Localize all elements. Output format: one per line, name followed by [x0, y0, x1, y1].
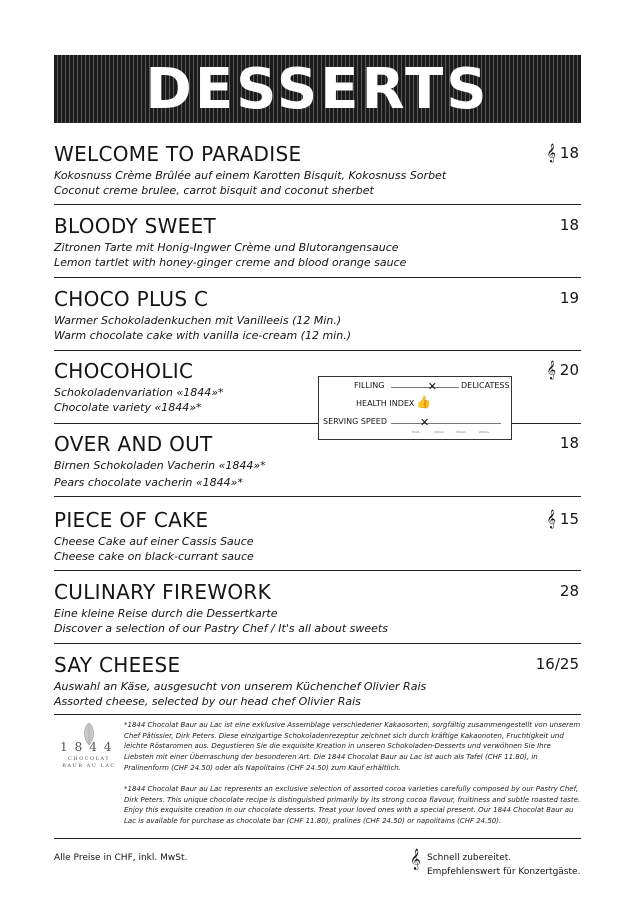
- legend-line2: Empfehlenswert für Konzertgäste.: [427, 867, 581, 877]
- item-desc-en: Coconut creme brulee, carrot bisquit and coconut sherbet: [54, 184, 374, 197]
- item-desc-en: Discover a selection of our Pastry Chef / It's all about sweets: [54, 622, 388, 635]
- item-price: 16/25: [535, 655, 579, 673]
- speed-tick: 15min.: [456, 430, 467, 434]
- item-desc-de: Kokosnuss Crème Brûlée auf einem Karotten Bisquit, Kokosnuss Sorbet: [54, 169, 447, 182]
- item-price: 𝄞 20: [546, 360, 579, 379]
- item-desc-de: Eine kleine Reise durch die Dessertkarte: [54, 607, 278, 620]
- item-desc-en: Lemon tartlet with honey-ginger creme and blood orange sauce: [54, 256, 407, 269]
- item-desc-en: Warm chocolate cake with vanilla ice-cream (12 min.): [54, 329, 351, 342]
- legend-line1: Schnell zubereitet.: [427, 853, 512, 863]
- item-price: 18: [559, 216, 579, 234]
- divider: [54, 643, 581, 644]
- logo-brand-line1: CHOCOLAT: [67, 756, 111, 762]
- thumbs-up-icon: 👍: [416, 395, 431, 409]
- prices-note: Alle Preise in CHF, inkl. MwSt.: [54, 853, 188, 863]
- item-desc-de: Cheese Cake auf einer Cassis Sauce: [54, 535, 254, 548]
- item-price: 𝄞 15: [546, 509, 579, 528]
- brand-logo: [60, 722, 118, 776]
- divider: [54, 838, 581, 839]
- item-price: 28: [559, 582, 579, 600]
- logo-brand-line2: BAUR AU LAC: [62, 763, 116, 769]
- treble-clef-icon: 𝄞: [546, 360, 556, 379]
- serving-speed-axis: [391, 423, 501, 424]
- divider: [54, 350, 581, 351]
- serving-speed-label: SERVING SPEED: [323, 417, 387, 426]
- serving-speed-marker-icon: ✕: [420, 416, 430, 429]
- item-name: PIECE OF CAKE: [54, 508, 209, 532]
- divider: [54, 277, 581, 278]
- item-name: WELCOME TO PARADISE: [54, 142, 302, 166]
- logo-year: 1844: [60, 740, 119, 754]
- treble-clef-icon: 𝄞: [410, 849, 421, 870]
- item-desc-de: Birnen Schokoladen Vacherin «1844»*: [54, 459, 266, 472]
- divider: [54, 204, 581, 205]
- speed-tick: 10min.: [434, 430, 445, 434]
- item-name: CHOCO PLUS C: [54, 287, 209, 311]
- title-banner: [54, 55, 581, 123]
- item-desc-en: Assorted cheese, selected by our head chef Olivier Rais: [54, 695, 361, 708]
- filling-label: FILLING: [354, 381, 385, 390]
- filling-marker-icon: ✕: [427, 380, 438, 393]
- item-name: CULINARY FIREWORK: [54, 580, 272, 604]
- speed-tick: 20min.: [479, 430, 490, 434]
- item-desc-en: Chocolate variety «1844»*: [54, 401, 202, 414]
- item-price: 19: [559, 289, 579, 307]
- rating-box: [318, 376, 512, 440]
- divider: [54, 570, 581, 571]
- item-desc-en: Pears chocolate vacherin «1844»*: [54, 476, 243, 489]
- treble-clef-icon: 𝄞: [546, 509, 556, 528]
- treble-clef-icon: 𝄞: [546, 143, 556, 162]
- item-price: 18: [559, 434, 579, 452]
- item-name: BLOODY SWEET: [54, 214, 217, 238]
- page-title: DESSERTS: [145, 57, 490, 122]
- speed-tick: 5min.: [412, 430, 421, 434]
- item-name: CHOCOHOLIC: [54, 359, 194, 383]
- item-desc-de: Auswahl an Käse, ausgesucht von unserem Küchenchef Olivier Rais: [54, 680, 427, 693]
- item-desc-de: Warmer Schokoladenkuchen mit Vanilleeis (12 Min.): [54, 314, 342, 327]
- footnote-de: *1844 Chocolat Baur au Lac ist eine exklusive Assemblage verschiedener Kakaosorten, sorgfältig zusammengestellt von unserem Chef Pâtissier, Dirk Peters. Diese einzigartige Schokoladenrezeptur zeichnet sich durch kräftige Kakaonoten, Fruchtigkeit und leichte Röstaromen aus. Degustieren Sie die exquisite Kreation in unseren Schokoladen-Desserts und verwöhnen Sie Ihre Liebsten mit einer Überraschung der besonderen Art. Die 1844 Chocolat Baur au Lac ist auch als Tafel (CHF 11.80), in Pralinenform (CHF 24.50) oder als Napolitains (CHF 24.50) zum Kauf erhältlich.: [124, 721, 581, 772]
- item-desc-de: Schokoladenvariation «1844»*: [54, 386, 224, 399]
- item-price: 𝄞 18: [546, 143, 579, 162]
- footnote-en: *1844 Chocolat Baur au Lac represents an exclusive selection of assorted cocoa varieties carefully composed by our Pastry Chef, Dirk Peters. This unique chocolate recipe is distinguished primarily by its strong cocoa flavour, fruitiness and subtle roasted taste. Enjoy this exquisite creation in our chocolate desserts. Treat your loved ones with a special present. Our 1844 Chocolat Baur au Lac is available for purchase as chocolate bar (CHF 11.80), pralines (CHF 24.50) or napolitains (CHF 24.50).: [124, 785, 581, 826]
- health-index-label: HEALTH INDEX: [356, 399, 415, 408]
- item-name: OVER AND OUT: [54, 432, 213, 456]
- item-desc-en: Cheese cake on black-currant sauce: [54, 550, 254, 563]
- filling-axis: [391, 387, 459, 388]
- divider: [54, 714, 581, 715]
- delicatess-label: DELICATESS: [461, 381, 510, 390]
- divider: [54, 496, 581, 497]
- item-name: SAY CHEESE: [54, 653, 181, 677]
- item-desc-de: Zitronen Tarte mit Honig-Ingwer Crème und Blutorangensauce: [54, 241, 399, 254]
